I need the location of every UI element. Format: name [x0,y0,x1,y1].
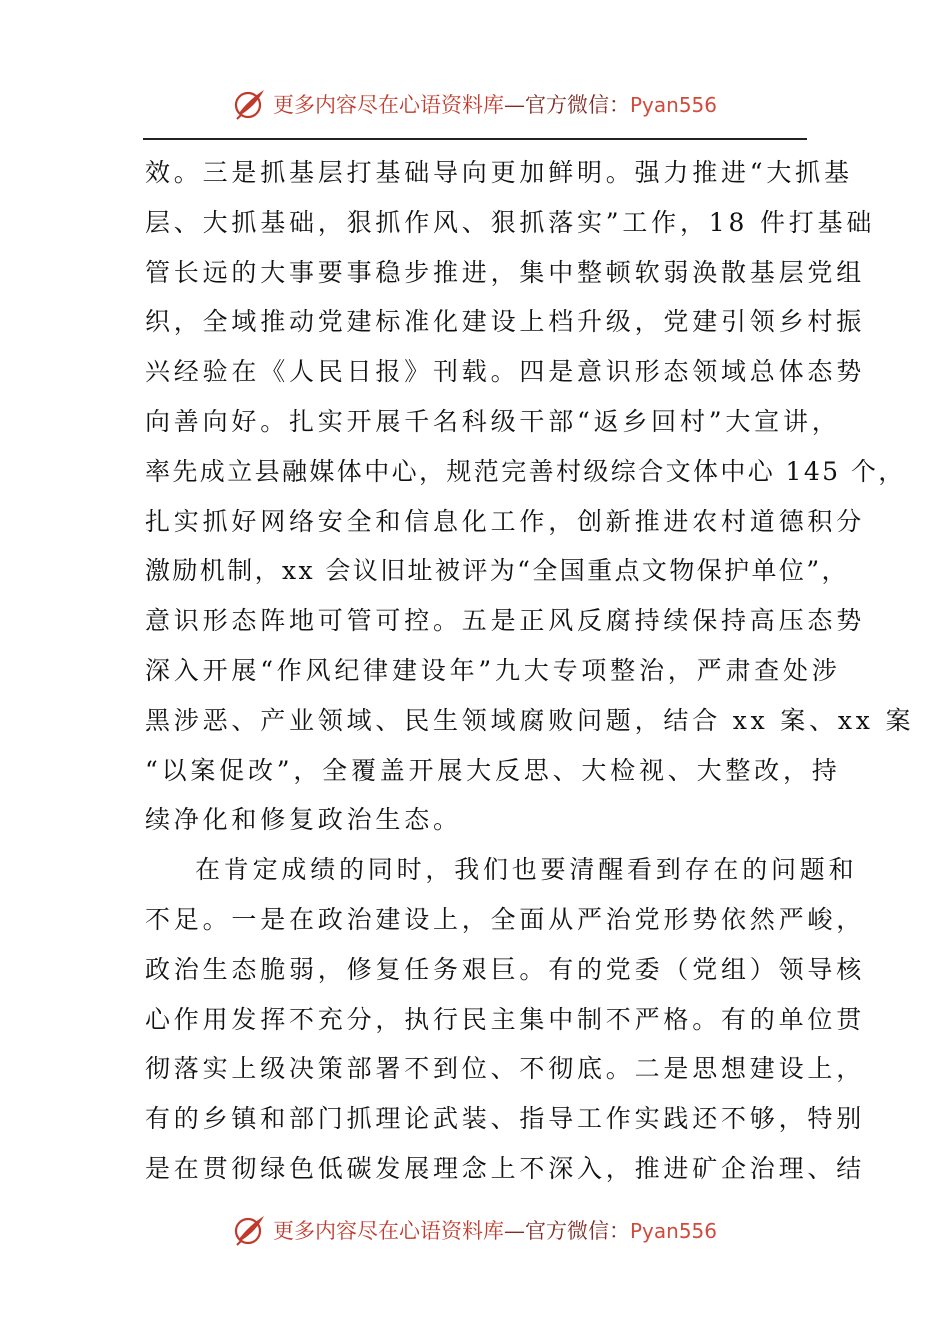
header-dash: — [503,93,525,117]
footer-watermark-text [273,1215,717,1245]
text-line: 率先成立县融媒体中心，规范完善村级综合文体中心 145 个， [145,456,906,486]
text-line: 兴经验在《人民日报》刊载。四是意识形态领域总体态势 [145,357,866,387]
header-label: 官方微信： [524,93,630,117]
footer-lead-text: 更多内容尽在心语资料库 [272,1219,504,1243]
footer-wechat-id: Pyan556 [629,1219,717,1243]
text-line: 有的乡镇和部门抓理论武装、指导工作实践还不够，特别 [145,1104,866,1134]
header-wechat-id: Pyan556 [629,93,717,117]
text-line: 续净化和修复政治生态。 [145,805,462,835]
header-watermark [0,84,950,124]
text-line: 不足。一是在政治建设上，全面从严治党形势依然严峻， [145,904,866,934]
footer-watermark [0,1210,950,1250]
footer-dash: — [503,1219,525,1243]
text-line: 效。三是抓基层打基础导向更加鲜明。强力推进“大抓基 [145,158,853,187]
quill-logo-icon [233,87,267,121]
header-watermark-text [273,89,717,119]
footer-label: 官方微信： [524,1219,630,1243]
text-line: 彻落实上级决策部署不到位、不彻底。二是思想建设上， [145,1054,866,1084]
text-line: 是在贯彻绿色低碳发展理念上不深入，推进矿企治理、结 [145,1153,866,1183]
text-line: “以案促改”，全覆盖开展大反思、大检视、大整改，持 [145,755,841,785]
text-line: 扎实抓好网络安全和信息化工作，创新推进农村道德积分 [145,506,866,536]
text-line: 管长远的大事要事稳步推进，集中整顿软弱涣散基层党组 [145,257,866,287]
text-line-paragraph-start: 在肯定成绩的同时，我们也要清醒看到存在的问题和 [195,855,858,885]
header-divider [143,138,807,140]
document-body [145,148,915,1194]
text-line: 深入开展“作风纪律建设年”九大专项整治，严肃查处涉 [145,655,841,685]
header-lead-text: 更多内容尽在心语资料库 [272,93,504,117]
text-line: 心作用发挥不充分，执行民主集中制不严格。有的单位贯 [145,1004,866,1034]
quill-logo-icon [233,1213,267,1247]
text-line: 层、大抓基础，狠抓作风、狠抓落实”工作，18 件打基础 [145,207,876,237]
text-line: 政治生态脆弱，修复任务艰巨。有的党委（党组）领导核 [145,954,866,984]
text-line: 向善向好。扎实开展千名科级干部“返乡回村”大宣讲， [145,406,841,436]
text-line: 黑涉恶、产业领域、民生领域腐败问题，结合 xx 案、xx 案 [145,705,915,735]
text-line: 织，全域推动党建标准化建设上档升级，党建引领乡村振 [145,307,866,337]
text-line: 激励机制，xx 会议旧址被评为“全国重点文物保护单位”， [145,556,849,586]
text-line: 意识形态阵地可管可控。五是正风反腐持续保持高压态势 [145,606,866,636]
